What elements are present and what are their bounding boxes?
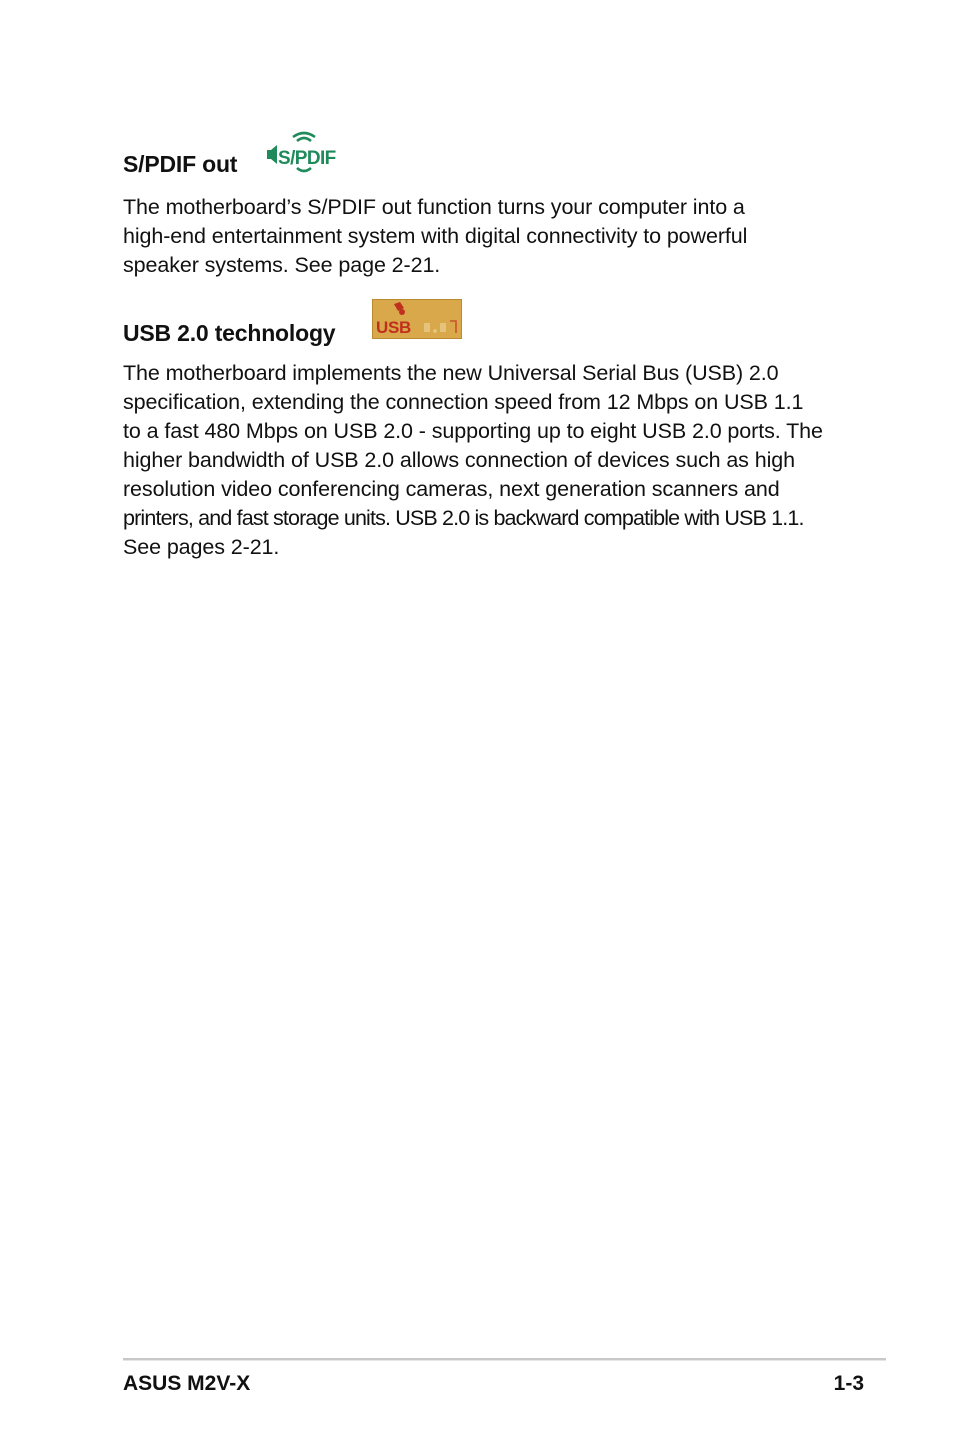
usb-heading-row bbox=[123, 297, 853, 347]
footer-product-name: ASUS M2V-X bbox=[123, 1372, 251, 1395]
footer-divider bbox=[123, 1358, 886, 1361]
usb-2-logo-icon bbox=[372, 299, 462, 339]
paragraph-line: to a fast 480 Mbps on USB 2.0 - supporting up to eight USB 2.0 ports. The bbox=[123, 419, 823, 443]
paragraph-line: specification, extending the connection speed from 12 Mbps on USB 1.1 bbox=[123, 390, 804, 414]
spdif-section bbox=[123, 128, 853, 280]
spdif-paragraph bbox=[123, 193, 853, 280]
paragraph-line: The motherboard’s S/PDIF out function turns your computer into a bbox=[123, 195, 745, 219]
paragraph-line: speaker systems. See page 2-21. bbox=[123, 253, 441, 277]
usb-paragraph bbox=[123, 359, 853, 562]
spdif-logo-icon bbox=[265, 128, 343, 176]
spdif-heading-row bbox=[123, 128, 853, 178]
usb-section bbox=[123, 297, 853, 562]
paragraph-line: See pages 2-21. bbox=[123, 535, 280, 559]
paragraph-line: higher bandwidth of USB 2.0 allows connection of devices such as high bbox=[123, 448, 795, 472]
spdif-heading: S/PDIF out bbox=[123, 151, 238, 177]
spdif-logo-text: S/PDIF bbox=[278, 148, 336, 169]
paragraph-line: The motherboard implements the new Universal Serial Bus (USB) 2.0 bbox=[123, 361, 779, 385]
usb-logo-text: USB bbox=[376, 318, 411, 337]
paragraph-line: printers, and fast storage units. USB 2.0 is backward compatible with USB 1.1. bbox=[123, 506, 804, 530]
paragraph-line: high-end entertainment system with digital connectivity to powerful bbox=[123, 224, 748, 248]
paragraph-line: resolution video conferencing cameras, next generation scanners and bbox=[123, 477, 780, 501]
usb-heading: USB 2.0 technology bbox=[123, 320, 336, 346]
footer-page-number: 1-3 bbox=[833, 1372, 864, 1395]
